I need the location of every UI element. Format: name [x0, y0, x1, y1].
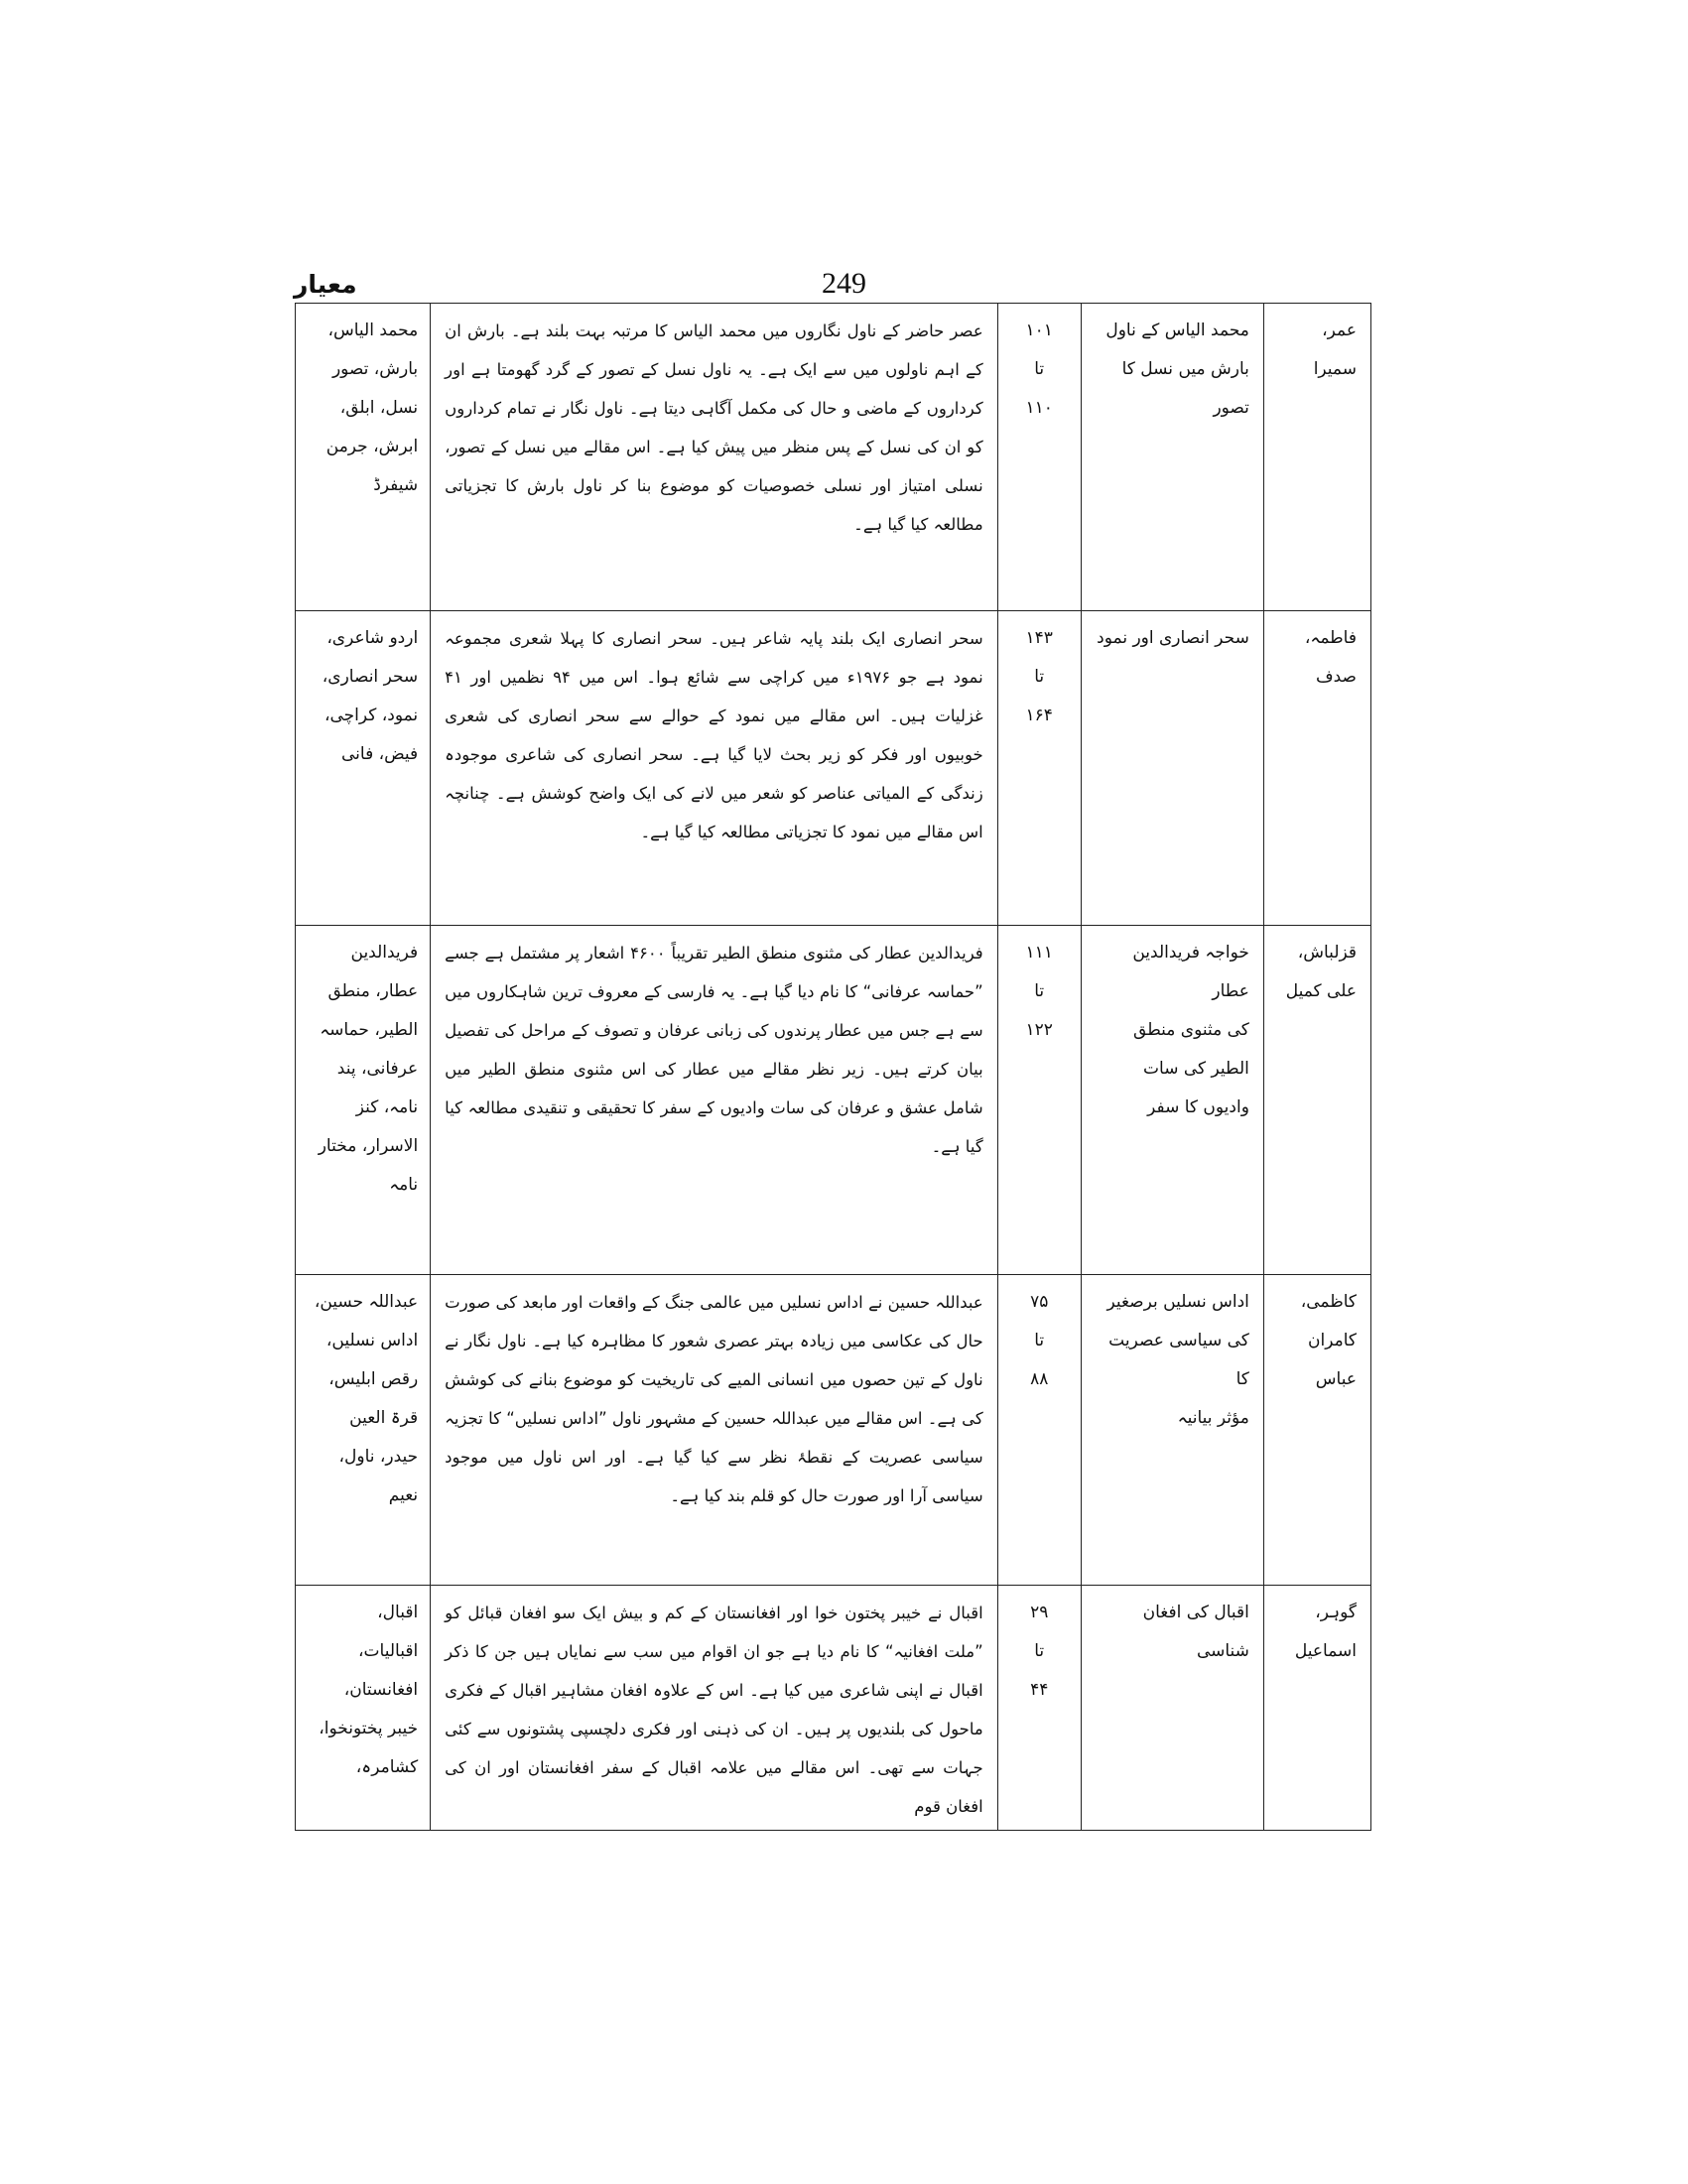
abstract-cell [431, 611, 998, 926]
article-title: خواجہ فریدالدین عطار کی مثنوی منطق الطیر کی سات وادیوں کا سفر [1132, 943, 1249, 1117]
author-cell [1263, 926, 1370, 1275]
table-row [296, 1586, 1371, 1831]
table-row [296, 611, 1371, 926]
author-name: قزلباش، علی کمیل [1285, 943, 1357, 1001]
author-cell [1263, 611, 1370, 926]
article-keywords: فریدالدین عطار، منطق الطیر، حماسہ عرفانی، پند نامہ، کنز الاسرار، مختار نامہ [318, 943, 419, 1195]
table-row [296, 1275, 1371, 1586]
pages-cell [997, 1586, 1081, 1831]
table-row [296, 926, 1371, 1275]
keywords-cell [296, 1275, 431, 1586]
title-cell [1081, 304, 1263, 611]
article-abstract: عبداللہ حسین نے اداس نسلیں میں عالمی جنگ کے واقعات اور مابعد کی صورت حال کی عکاسی میں زیادہ بہتر عصری شعور کا مظاہرہ کیا ہے۔ ناول نگار نے ناول کے تین حصوں میں انسانی المیے کی تاریخیت کو موضوع بنانے کی کوشش کی ہے۔ اس مقالے میں عبداللہ حسین کے مشہور ناول ”اداس نسلیں“ کا تجزیہ سیاسی عصریت کے نقطۂ نظر سے کیا گیا ہے۔ اور اس ناول میں موجود سیاسی آرا اور صورت حال کو قلم بند کیا ہے۔ [445, 1293, 983, 1505]
article-abstract: فریدالدین عطار کی مثنوی منطق الطیر تقریباً ۴۶۰۰ اشعار پر مشتمل ہے جسے ”حماسہ عرفانی“ کا نام دیا گیا ہے۔ یہ فارسی کے معروف ترین شاہکاروں میں سے ہے جس میں عطار پرندوں کی زبانی عرفان و تصوف کے مراحل کی تفصیل بیان کرتے ہیں۔ زیر نظر مقالے میں عطار کی اس مثنوی منطق الطیر میں شامل عشق و عرفان کی سات وادیوں کے سفر کا تحقیقی و تنقیدی مطالعہ کیا گیا ہے۔ [445, 944, 983, 1156]
pages-cell [997, 611, 1081, 926]
article-keywords: محمد الیاس، بارش، تصور نسل، ابلق، ابرش، جرمن شیفرڈ [325, 321, 419, 495]
author-cell [1263, 1275, 1370, 1586]
page-range: ۱۱۱ تا ۱۲۲ [1025, 943, 1053, 1040]
pages-cell [997, 1275, 1081, 1586]
title-cell [1081, 926, 1263, 1275]
abstract-cell [431, 304, 998, 611]
author-name: کاظمی، کامران عباس [1300, 1292, 1357, 1389]
article-keywords: عبداللہ حسین، اداس نسلیں، رقص ابلیس، قرۃ العین حیدر، ناول، نعیم [314, 1292, 419, 1505]
page-range: ۱۰۱ تا ۱۱۰ [1025, 321, 1053, 418]
page-range: ۲۹ تا ۴۴ [1030, 1603, 1049, 1700]
keywords-cell [296, 304, 431, 611]
title-cell [1081, 1586, 1263, 1831]
title-cell [1081, 1275, 1263, 1586]
page-number: 249 [822, 267, 866, 300]
author-name: فاطمہ، صدف [1304, 628, 1357, 687]
article-title: اداس نسلیں برصغیر کی سیاسی عصریت کا مؤثر بیانیہ [1106, 1292, 1249, 1428]
author-cell [1263, 304, 1370, 611]
article-abstract: سحر انصاری ایک بلند پایہ شاعر ہیں۔ سحر انصاری کا پہلا شعری مجموعہ نمود ہے جو ۱۹۷۶ء میں کراچی سے شائع ہوا۔ اس میں ۹۴ نظمیں اور ۴۱ غزلیات ہیں۔ اس مقالے میں نمود کے حوالے سے سحر انصاری کی شعری خوبیوں اور فکر کو زیر بحث لایا گیا ہے۔ سحر انصاری کی شاعری موجودہ زندگی کے المیاتی عناصر کو شعر میں لانے کی ایک واضح کوشش ہے۔ چنانچہ اس مقالے میں نمود کا تجزیاتی مطالعہ کیا گیا ہے۔ [445, 629, 983, 841]
article-abstract: اقبال نے خیبر پختون خوا اور افغانستان کے کم و بیش ایک سو افغان قبائل کو ”ملت افغانیہ“ کا نام دیا ہے جو ان اقوام میں سب سے نمایاں ہیں جن کا ذکر اقبال نے اپنی شاعری میں کیا ہے۔ اس کے علاوہ افغان مشاہیر اقبال کے فکری ماحول کی بلندیوں پر ہیں۔ ان کی ذہنی اور فکری دلچسپی پشتونوں سے کئی جہات سے تھی۔ اس مقالے میں علامہ اقبال کے سفر افغانستان اور ان کی افغان قوم [445, 1604, 983, 1816]
article-keywords: اردو شاعری، سحر انصاری، نمود، کراچی، فیض، فانی [322, 628, 419, 764]
article-title: سحر انصاری اور نمود [1097, 628, 1249, 648]
article-keywords: اقبال، اقبالیات، افغانستان، خیبر پختونخوا، کشامرہ، [319, 1603, 419, 1777]
page-range: ۷۵ تا ۸۸ [1030, 1292, 1049, 1389]
abstract-cell [431, 1275, 998, 1586]
journal-name: معیار [294, 270, 357, 299]
table-row [296, 304, 1371, 611]
article-title: اقبال کی افغان شناسی [1142, 1603, 1249, 1661]
author-name: عمر، سمیرا [1313, 321, 1357, 379]
abstract-cell [431, 1586, 998, 1831]
author-name: گوہر، اسماعیل [1294, 1603, 1357, 1661]
article-index-table [295, 303, 1371, 1831]
keywords-cell [296, 611, 431, 926]
author-cell [1263, 1586, 1370, 1831]
title-cell [1081, 611, 1263, 926]
keywords-cell [296, 926, 431, 1275]
keywords-cell [296, 1586, 431, 1831]
pages-cell [997, 926, 1081, 1275]
pages-cell [997, 304, 1081, 611]
abstract-cell [431, 926, 998, 1275]
article-title: محمد الیاس کے ناول بارش میں نسل کا تصور [1105, 321, 1249, 418]
page-range: ۱۴۳ تا ۱۶۴ [1025, 628, 1053, 725]
article-abstract: عصر حاضر کے ناول نگاروں میں محمد الیاس کا مرتبہ بہت بلند ہے۔ بارش ان کے اہم ناولوں میں سے ایک ہے۔ یہ ناول نسل کے تصور کے گرد گھومتا ہے اور کرداروں کے ماضی و حال کی مکمل آگاہی دیتا ہے۔ ناول نگار نے تمام کرداروں کو ان کی نسل کے پس منظر میں پیش کیا ہے۔ اس مقالے میں نسل کے تصور، نسلی امتیاز اور نسلی خصوصیات کو موضوع بنا کر ناول بارش کا تجزیاتی مطالعہ کیا گیا ہے۔ [445, 321, 983, 534]
